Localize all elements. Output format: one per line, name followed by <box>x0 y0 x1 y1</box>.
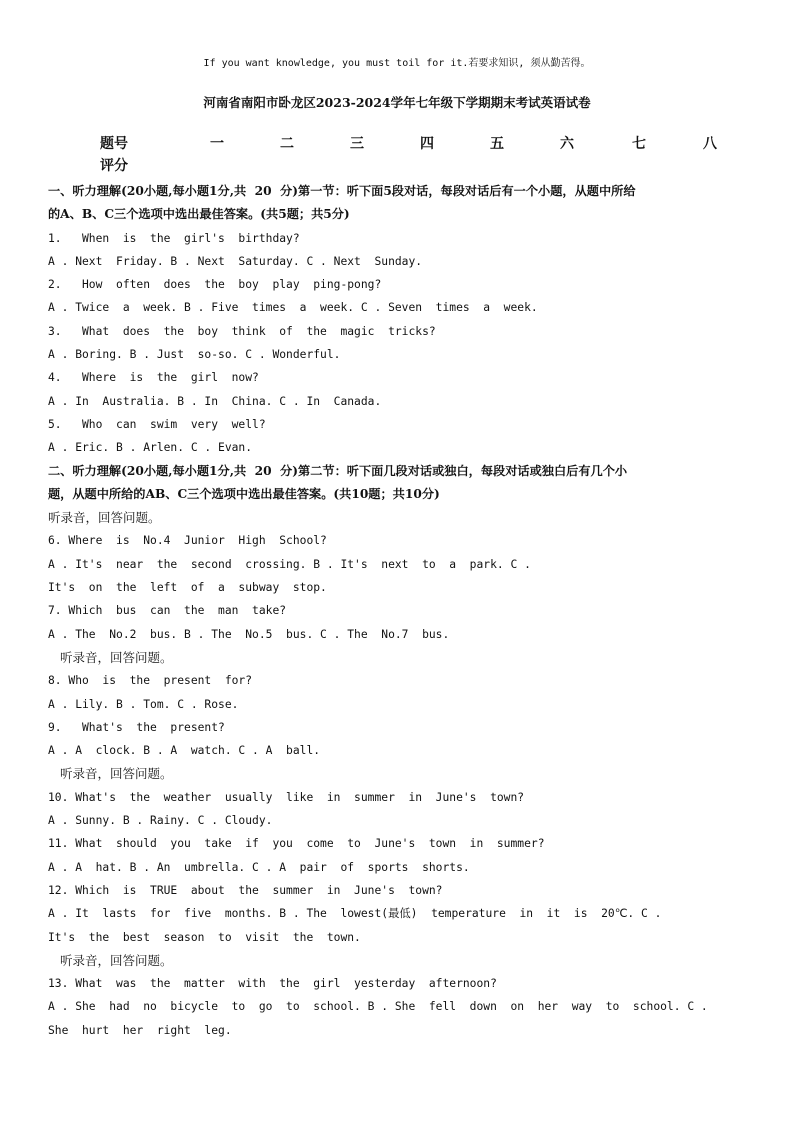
question-number-label: 题号 <box>100 136 128 152</box>
listen-instruction: 听录音，回答问题。 <box>60 649 173 665</box>
score-col-6: 六 <box>560 136 574 152</box>
section2-heading-line1: 二、听力理解(20小题,每小题1分,共 20 分)第二节：听下面几段对话或独白，每段对话或独白后有几个小 <box>48 463 628 478</box>
question-11: 11. What should you take if you come to June's town in summer? <box>48 837 545 851</box>
options-1: A . Next Friday. B . Next Saturday. C . Next Sunday. <box>48 254 423 268</box>
options-3: A . Boring. B . Just so-so. C . Wonderful. <box>48 348 341 362</box>
exam-content <box>48 180 748 1042</box>
options-12-line1: A . It lasts for five months. B . The lowest(最低) temperature in it is 20℃. C . <box>48 907 662 921</box>
score-col-5: 五 <box>490 136 504 152</box>
score-col-8: 八 <box>703 136 717 152</box>
options-7: A . The No.2 bus. B . The No.5 bus. C . The No.7 bus. <box>48 627 450 641</box>
motto-header: If you want knowledge, you must toil for it.若要求知识, 须从勤苦得。 <box>203 58 591 69</box>
question-13: 13. What was the matter with the girl yesterday afternoon? <box>48 977 497 991</box>
options-5: A . Eric. B . Arlen. C . Evan. <box>48 441 253 455</box>
question-12: 12. Which is TRUE about the summer in June's town? <box>48 883 443 897</box>
section1-heading-line1: 一、听力理解(20小题,每小题1分,共 20 分)第一节：听下面5段对话，每段对话后有一个小题，从题中所给 <box>48 184 636 198</box>
score-col-4: 四 <box>420 136 434 152</box>
exam-title: 河南省南阳市卧龙区2023-2024学年七年级下学期期末考试英语试卷 <box>203 95 591 110</box>
score-col-1: 一 <box>210 136 224 152</box>
options-4: A . In Australia. B . In China. C . In Canada. <box>48 394 382 408</box>
question-10: 10. What's the weather usually like in summer in June's town? <box>48 790 525 804</box>
options-6-line1: A . It's near the second crossing. B . It's next to a park. C . <box>48 557 531 571</box>
question-7: 7. Which bus can the man take? <box>48 604 287 618</box>
score-col-2: 二 <box>280 136 294 152</box>
options-13-line2: She hurt her right leg. <box>48 1023 232 1037</box>
question-6: 6. Where is No.4 Junior High School? <box>48 534 327 548</box>
score-col-7: 七 <box>632 136 646 152</box>
options-11: A . A hat. B . An umbrella. C . A pair of sports shorts. <box>48 860 470 874</box>
question-1: 1. When is the girl's birthday? <box>48 231 300 245</box>
listen-instruction: 听录音，回答问题。 <box>48 510 161 526</box>
score-table-header-row <box>100 133 740 155</box>
question-4: 4. Where is the girl now? <box>48 371 259 385</box>
question-5: 5. Who can swim very well? <box>48 417 266 431</box>
section1-heading-line2: 的A、B、C三个选项中选出最佳答案。(共5题；共5分) <box>48 207 350 222</box>
score-label: 评分 <box>100 158 128 174</box>
score-table <box>100 133 740 175</box>
options-9: A . A clock. B . A watch. C . A ball. <box>48 744 321 758</box>
score-col-3: 三 <box>350 136 364 152</box>
question-2: 2. How often does the boy play ping-pong? <box>48 278 382 292</box>
question-3: 3. What does the boy think of the magic tricks? <box>48 324 436 338</box>
listen-instruction: 听录音，回答问题。 <box>60 952 173 968</box>
question-9: 9. What's the present? <box>48 720 225 734</box>
options-13-line1: A . She had no bicycle to go to school. B . She fell down on her way to school. C . <box>48 1000 708 1014</box>
listen-instruction: 听录音，回答问题。 <box>60 766 173 782</box>
section2-heading-line2: 题，从题中所给的AB、C三个选项中选出最佳答案。(共10题；共10分) <box>48 486 440 501</box>
options-10: A . Sunny. B . Rainy. C . Cloudy. <box>48 814 273 828</box>
options-2: A . Twice a week. B . Five times a week. C . Seven times a week. <box>48 301 538 315</box>
options-8: A . Lily. B . Tom. C . Rose. <box>48 697 239 711</box>
options-6-line2: It's on the left of a subway stop. <box>48 581 327 595</box>
question-8: 8. Who is the present for? <box>48 674 253 688</box>
options-12-line2: It's the best season to visit the town. <box>48 930 361 944</box>
